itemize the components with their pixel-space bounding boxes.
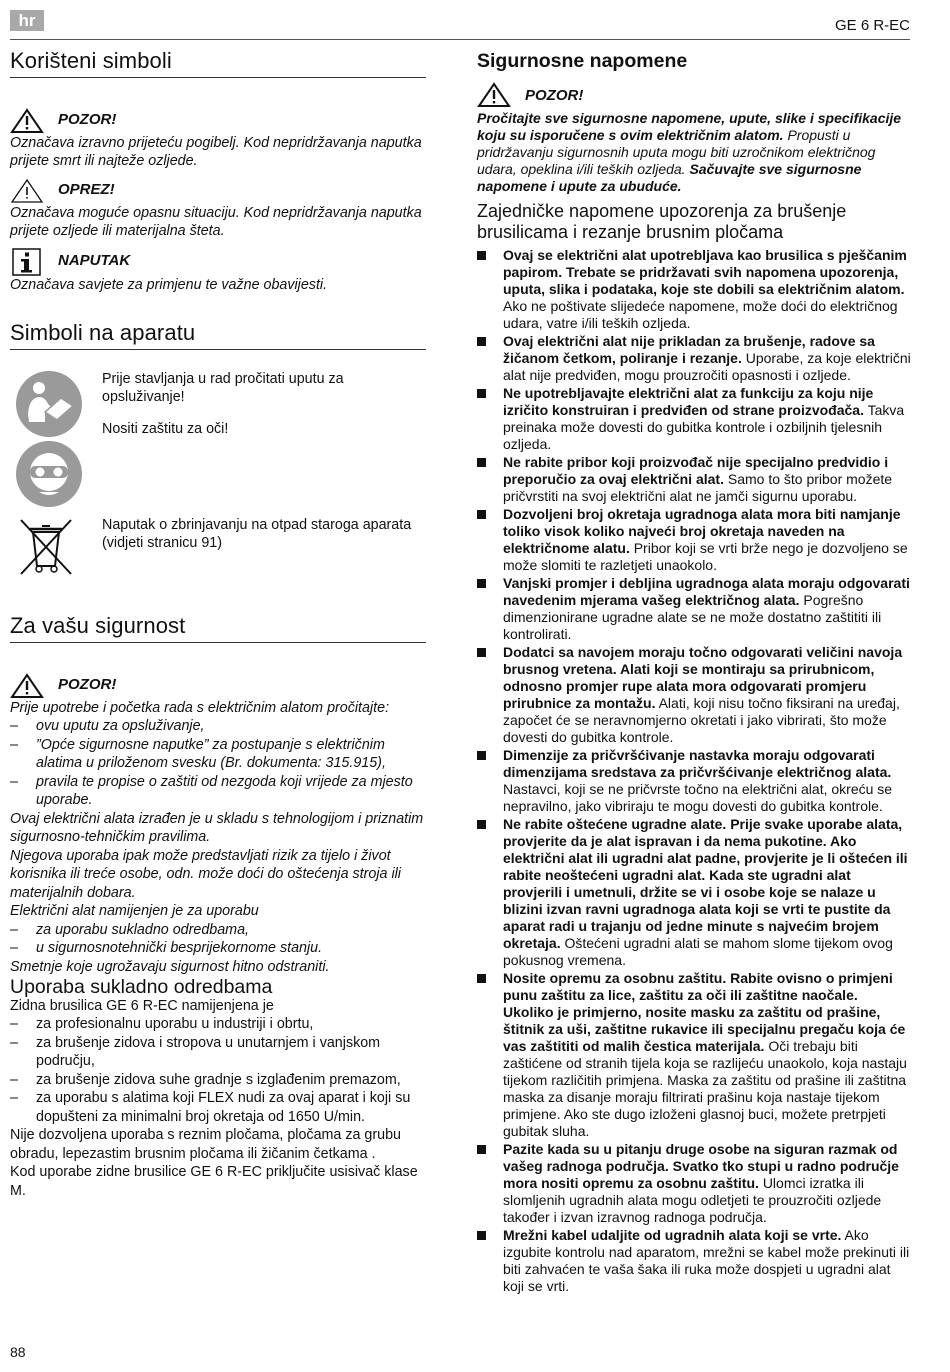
list-item: – ”Opće sigurnosne naputke” za postupanje s električnim alatima u priloženom svesku (Br. dokumenta: 315.915), (10, 736, 386, 771)
oprez-block (10, 178, 426, 241)
symbol-eye-protection-text: Nositi zaštitu za oči! (102, 421, 229, 437)
list-item: – za brušenje zidova suhe gradnje s izglađenim premazom, (10, 1071, 401, 1088)
oprez-text: Označava moguće opasnu situaciju. Kod nepridržavanja naputka prijete ozljede ili materijalna šteta. (10, 204, 422, 239)
usage-paragraph: Nije dozvoljena uporaba s reznim pločama, pločama za grubu obradu, lepezastim brusnim pločama ili žičanim četkama . (10, 1127, 401, 1162)
right-column (477, 50, 911, 1295)
safety-notes-heading: Sigurnosne napomene (477, 50, 688, 72)
symbol-read-manual-text: Prije stavljanja u rad pročitati uputu za opsluživanje! (102, 370, 344, 405)
intro-bold2: Sačuvajte sve sigurnosne napomene i upute za ubuduće. (477, 161, 862, 194)
list-item: Mrežni kabel udaljite od ugradnih alata koji se vrte. Ako izgubite kontrolu nad aparatom, mrežni se kabel može prekinuti ili biti zahvaćen te vaša šaka ili ruka može dospjeti u ugradni alat koji se vrti. (477, 1227, 911, 1295)
list-item: Ne rabite oštećene ugradne alate. Prije svake uporabe alata, provjerite da je alat ispravan i da nema pukotine. Ako električni alat ili ugradni alat padne, provjerite je li oštećen ili rabite neoštećeni ugradni alat. Kada ste ugradni alat provjerili i umetnuli, držite se vi i osobe koje se nalaze u blizini izvan ravni ugradnoga alata koji se vrti te pustite da aparat radi u trajanju od jedne minute s najvećim brojem okretaja. Oštećeni ugradni alati se mahom slome tijekom ovog pokusnog vremena. (477, 816, 911, 969)
intro-normal: Propusti u pridržavanju sigurnosnih uputa mogu biti uzročnikom električnog udara, opeklina i/ili teških ozljeda. (477, 127, 876, 177)
pozor-label: POZOR! (58, 111, 117, 129)
symbol-disposal (10, 516, 426, 584)
list-item: Ne upotrebljavajte električni alat za funkciju za koju nije izričito konstruiran i predviđen od strane proizvođača. Takva preinaka može dovesti do gubitka kontrole i ozbiljnih tjelesnih ozljeda. (477, 385, 911, 453)
usage-heading: Uporaba sukladno odredbama (10, 976, 273, 998)
safety-paragraph: Ovaj električni alata izrađen je u skladu s tehnologijom i priznatim sigurnosno-tehničkim pravilima. (10, 810, 424, 845)
intro-bold: Pročitajte sve sigurnosne napomene, upute, slike i specifikacije koju su isporučene s ovim električnim alatom. (477, 110, 902, 143)
naputak-block (10, 248, 426, 295)
language-tag: hr (10, 10, 44, 31)
device-symbols-heading: Simboli na aparatu (10, 324, 426, 350)
pozor-text: Označava izravno prijeteću pogibelj. Kod nepridržavanja naputka prijete smrt ili najteže ozljede. (10, 134, 422, 169)
safety-pozor-label: POZOR! (58, 676, 117, 694)
eye-protection-icon (15, 440, 83, 508)
oprez-label: OPREZ! (58, 181, 115, 199)
list-item: Dozvoljeni broj okretaja ugradnoga alata mora biti namjanje toliko visok koliko najveći broj okretaja naveden na električnome alatu. Pribor koji se vrti brže nego je dozvoljeno se može slomiti te razletjeti unaokolo. (477, 506, 911, 574)
list-item: Pazite kada su u pitanju druge osobe na siguran razmak od vašeg radnoga područja. Svatko tko stupi u radno područje mora nositi opremu za osobnu zaštitu. Ulomci izratka ili slomljenih ugradnih alata mogu odletjeti te prouzročiti ozljede također i izvan izravnog radnoga područja. (477, 1141, 911, 1226)
read-manual-icon (15, 370, 83, 438)
usage-intro: Zidna brusilica GE 6 R-EC namijenjena je (10, 997, 274, 1014)
symbol-eye-protection (10, 421, 426, 514)
symbols-heading: Korišteni simboli (10, 52, 426, 78)
safety-paragraph: Njegova uporaba ipak može predstavljati rizik za tijelo i život korisnika ili treće osobe, odn. može doći do oštećenja stroja ili materijalnih dobara. (10, 847, 401, 901)
crossed-bin-icon (15, 516, 77, 578)
safety-bullet-list (477, 247, 911, 1295)
list-item: Dimenzije za pričvršćivanje nastavka moraju odgovarati dimenzijama sredstava za pričvršćivanje električnog alata. Nastavci, koji se ne pričvrste točno na električni alat, okreću se nepravilno, jako vibriraju te mogu dovesti do gubitka kontrole. (477, 747, 911, 815)
safety-pozor-row (10, 673, 426, 699)
page-number: 88 (10, 1344, 26, 1360)
list-item: – pravila te propise o zaštiti od nezgoda koji vrijede za mjesto uporabe. (10, 773, 413, 808)
caution-triangle-icon (10, 178, 44, 204)
safety-intro: Prije upotrebe i početka rada s električnim alatom pročitajte: (10, 699, 390, 716)
model-name: GE 6 R-EC (834, 17, 910, 34)
list-item: Dodatci sa navojem moraju točno odgovarati veličini navoja brusnog vretena. Alati koji se montiraju sa prirubnicom, odnosno promjer rupe alata mora odgovarati promjeru prirubnice za montažu. Alati, koji nisu točno fiksirani na uređaj, započet će se neravnomjerno okretati i jako vibrirati, što može dovesti do gubitka kontrole. (477, 644, 911, 746)
list-item: Vanjski promjer i debljina ugradnoga alata moraju odgovarati navedenim mjerama vašeg električnog alata. Pogrešno dimenzionirane ugradne alate se ne može dostatno zaštititi ili kontrolirati. (477, 575, 911, 643)
naputak-text: Označava savjete za primjenu te važne obavijesti. (10, 276, 328, 293)
list-item: – za brušenje zidova i stropova u unutarnjem i vanjskom području, (10, 1034, 381, 1069)
info-icon (10, 248, 44, 276)
right-pozor-label: POZOR! (525, 86, 584, 104)
naputak-label: NAPUTAK (58, 252, 131, 270)
list-item: – ovu uputu za opsluživanje, (10, 718, 205, 734)
warning-triangle-icon (10, 108, 44, 134)
list-item: Nosite opremu za osobnu zaštitu. Rabite ovisno o primjeni punu zaštitu za lice, zaštitu za oči ili zaštitne naočale. Ukoliko je primjerno, nosite masku za zaštitu od prašine, štitnik za uši, zaštitne rukavice ili specijalnu pregaču koja će vas zaštititi od malih čestica materijala. Oči trebaju biti zaštićene od stranih tijela koja se razlijeću unaokolo, koja nastaju tijekom različitih primjena. Maska za zaštitu od prašine ili zaštitna maska za disanje moraju filtrirati prašinu koja nastaje tijekom primjene. Ako ste dugo izloženi glasnoj buci, možete pretrpjeti gubitak sluha. (477, 970, 911, 1140)
pozor-block (10, 108, 426, 171)
list-item: Ovaj električni alat nije prikladan za brušenje, radove sa žičanom četkom, poliranje i rezanje. Uporabe, za koje električni alat nije predviđen, mogu prouzročiti opasnosti i ozljede. (477, 333, 911, 384)
list-item: Ovaj se električni alat upotrebljava kao brusilica s pješčanim papirom. Trebate se pridržavati svih napomena upozorenja, uputa, slika i podataka, koje ste dobili sa električnim alatom. Ako ne poštivate slijedeće napomene, može doći do električnog udara, vatre i/ili teških ozljeda. (477, 247, 911, 332)
warning-triangle-icon (10, 673, 44, 699)
left-column (10, 48, 426, 1200)
safety-heading: Za vašu sigurnost (10, 617, 426, 643)
list-item: – za uporabu sukladno odredbama, (10, 921, 250, 938)
list-item: – za profesionalnu uporabu u industriji i obrtu, (10, 1016, 314, 1032)
safety-paragraph: Električni alat namijenjen je za uporabu (10, 903, 259, 919)
list-item: – u sigurnosnotehnički besprijekornome stanju. (10, 940, 323, 956)
list-item: – za uporabu s alatima koji FLEX nudi za ovaj aparat i koji su dopušteni za minimalni broj okretaja od 1650 U/min. (10, 1090, 411, 1125)
list-item: Ne rabite pribor koji proizvođač nije specijalno predvidio i preporučio za ovaj električni alat. Samo to što pribor možete pričvrstiti na svoj električni alat ne jamči sigurnu uporabu. (477, 454, 911, 505)
safety-block (10, 699, 426, 977)
safety-paragraph: Smetnje koje ugrožavaju sigurnost hitno odstraniti. (10, 958, 330, 975)
right-intro (477, 110, 911, 195)
grinding-sub-heading: Zajedničke napomene upozorenja za brušenje brusilicama i rezanje brusnim pločama (477, 201, 847, 242)
usage-block (10, 997, 426, 1201)
right-pozor-row (477, 82, 911, 108)
symbol-disposal-text: Naputak o zbrinjavanju na otpad staroga aparata (vidjeti stranicu 91) (102, 516, 412, 551)
warning-triangle-icon (477, 82, 511, 108)
header-divider (10, 39, 910, 40)
usage-paragraph: Kod uporabe zidne brusilice GE 6 R-EC priključite usisivač klase M. (10, 1164, 418, 1199)
